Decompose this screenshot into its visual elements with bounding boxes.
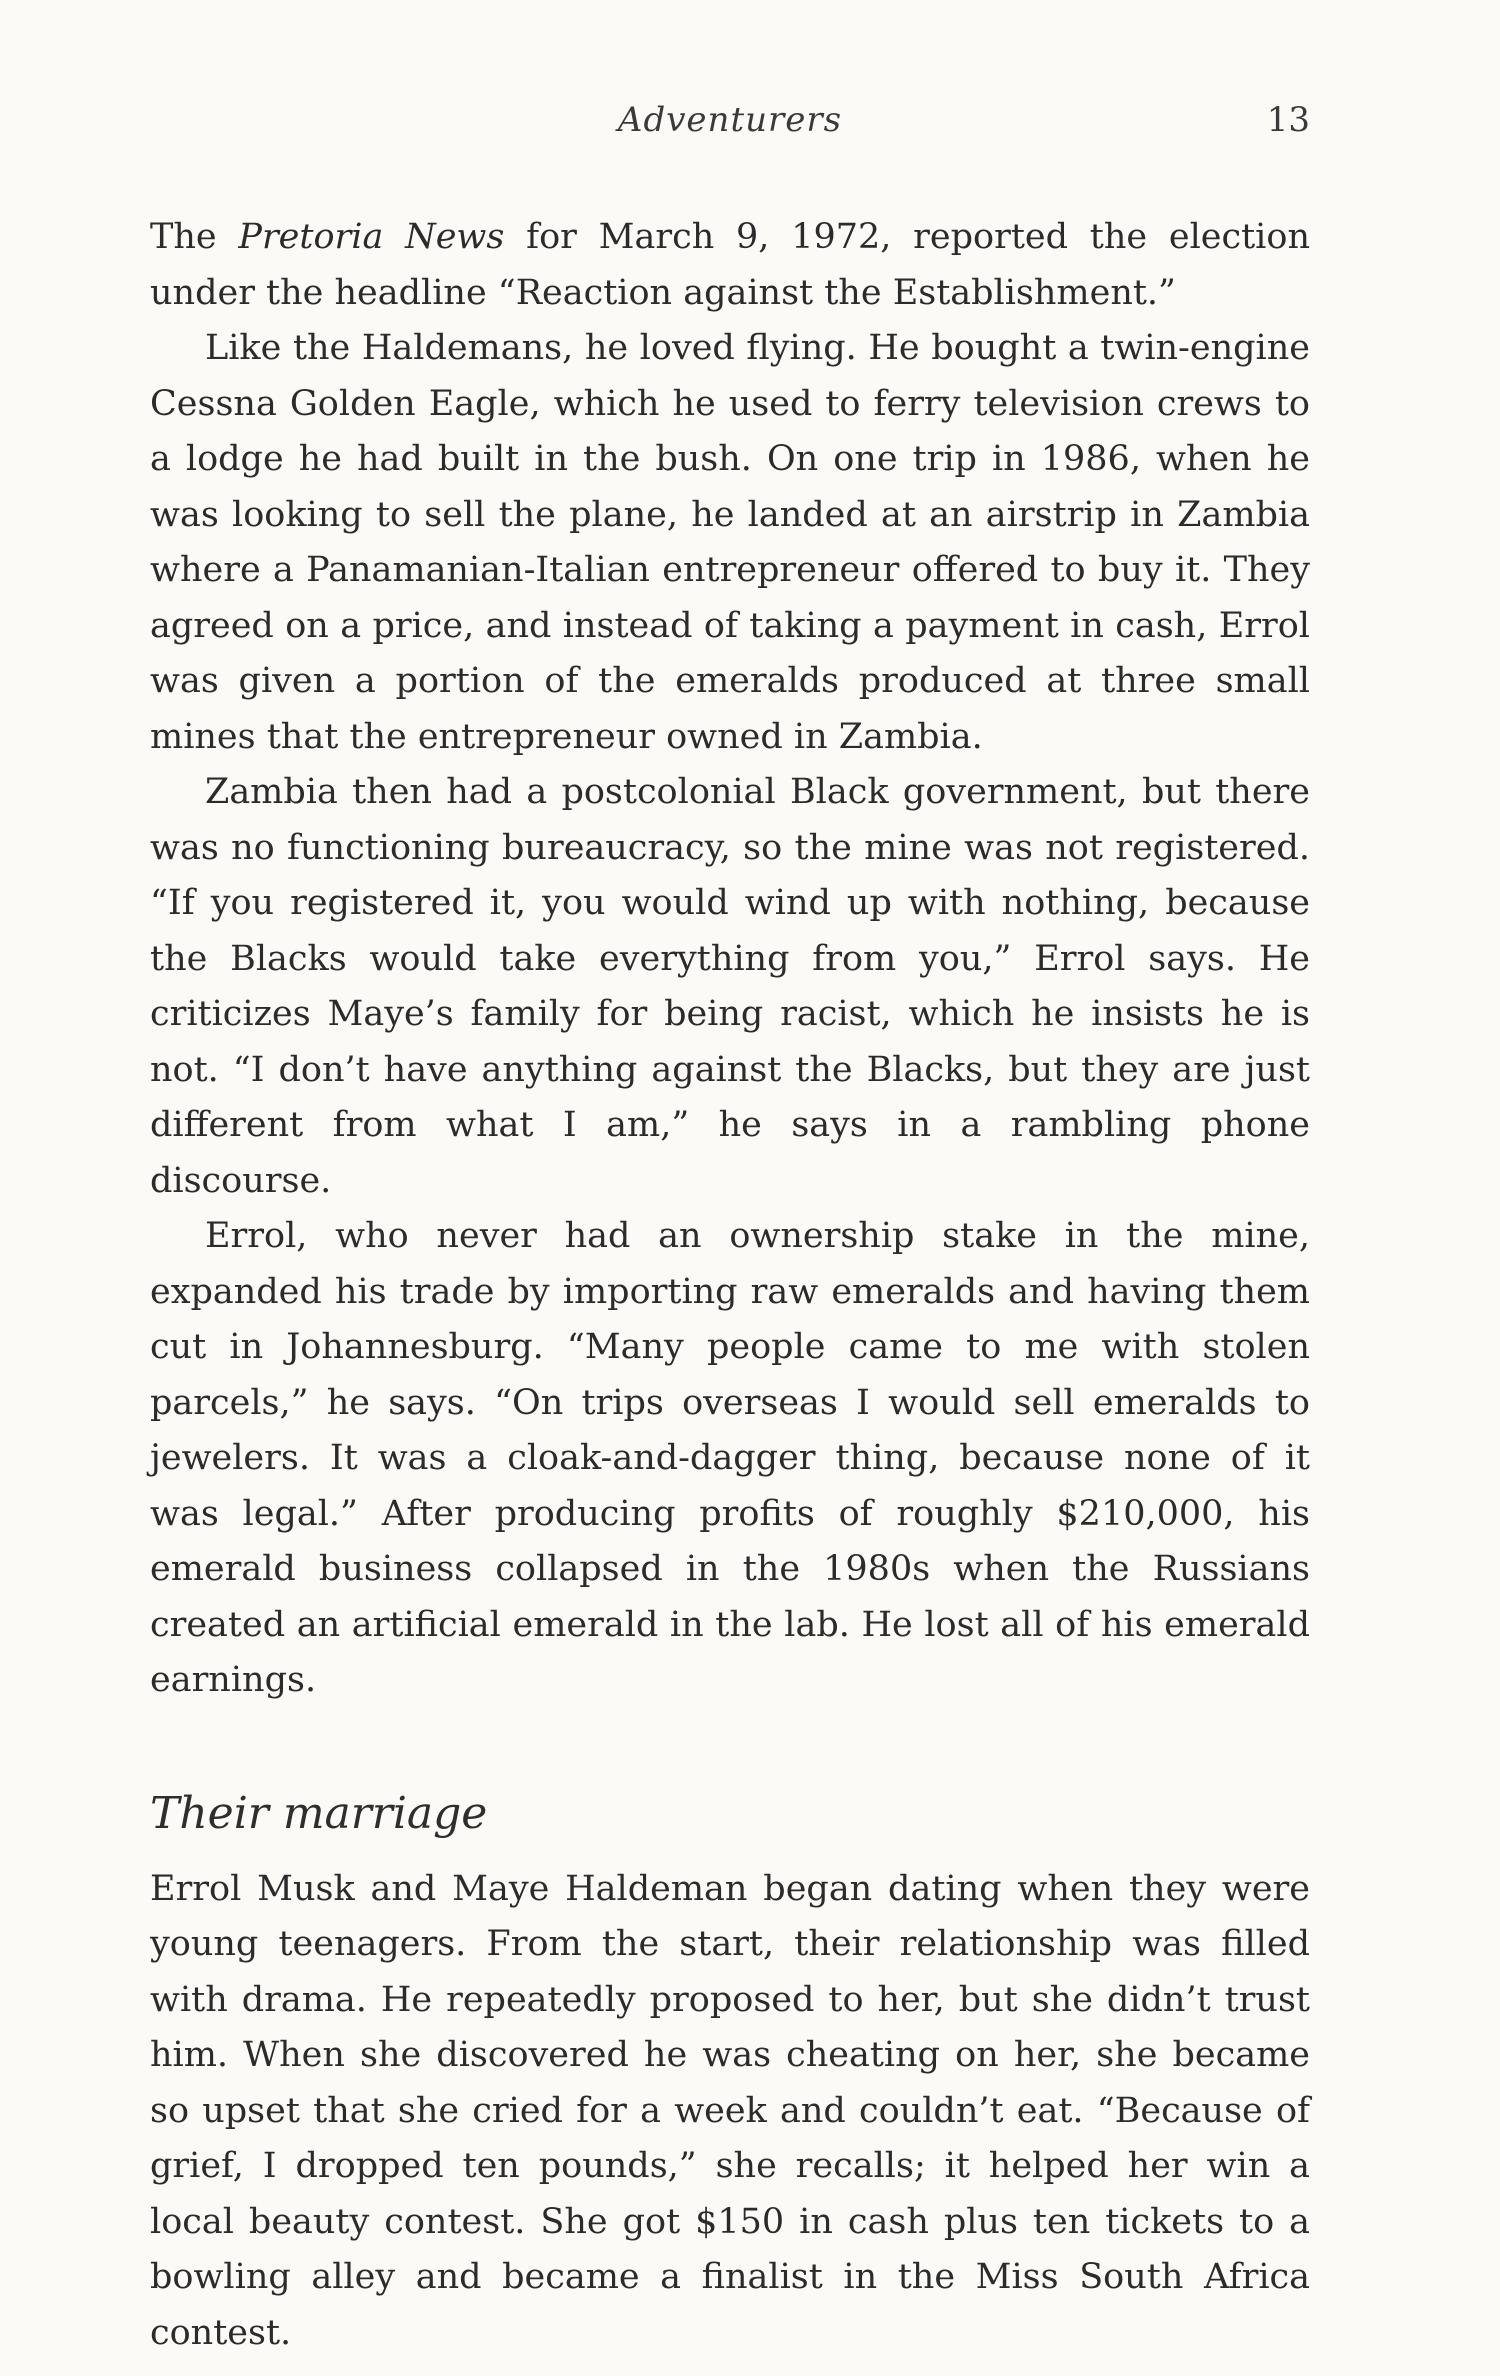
page-number: 13 xyxy=(1266,100,1310,140)
section-heading: Their marriage xyxy=(150,1787,488,1839)
paragraph-2: Like the Haldemans, he loved flying. He bought a twin-engine Cessna Golden Eagle, which he used to ferry television crews to a lodge he had built in the bush. On one trip in 1986, when he was looking to sell the plane, he landed at an airstrip in Zambia where a Panamanian-Italian entrepreneur offered to buy it. They agreed on a price, and instead of taking a payment in cash, Errol was given a portion of the emeralds produced at three small mines that the entrepreneur owned in Zambia. xyxy=(150,328,1310,757)
running-head xyxy=(150,100,1310,160)
running-title: Adventurers xyxy=(617,100,843,140)
paragraph-1-intro: The xyxy=(150,217,239,257)
paragraph-3: Zambia then had a postcolonial Black government, but there was no functioning bureaucracy, so the mine was not registered. “If you registered it, you would wind up with nothing, because the Blacks would take everything from you,” Errol says. He criticizes Maye’s family for being racist, which he insists he is not. “I don’t have anything against the Blacks, but they are just different from what I am,” he says in a rambling phone discourse. xyxy=(150,772,1310,1201)
newspaper-title: Pretoria News xyxy=(238,217,505,257)
paragraph-1 xyxy=(150,210,1310,321)
paragraph-4: Errol, who never had an ownership stake in the mine, expanded his trade by importing raw emeralds and having them cut in Johannesburg. “Many people came to me with stolen parcels,” he says. “On trips overseas I would sell emeralds to jewelers. It was a cloak-and-dagger thing, because none of it was legal.” After producing profits of roughly $210,000, his emerald business collapsed in the 1980s when the Russians created an artificial emerald in the lab. He lost all of his emerald earnings. xyxy=(150,1216,1310,1700)
paragraph-1-rest: for March 9, 1972, reported the election under the headline “Reaction against the Establishment.” xyxy=(150,217,1310,313)
section-paragraph-1: Errol Musk and Maye Haldeman began dating when they were young teenagers. From the start, their relationship was filled with drama. He repeatedly proposed to her, but she didn’t trust him. When she discovered he was cheating on her, she became so upset that she cried for a week and couldn’t eat. “Because of grief, I dropped ten pounds,” she recalls; it helped her win a local beauty contest. She got $150 in cash plus ten tickets to a bowling alley and became a finalist in the Miss South Africa contest. xyxy=(150,1868,1310,2353)
body-text xyxy=(150,210,1310,2361)
